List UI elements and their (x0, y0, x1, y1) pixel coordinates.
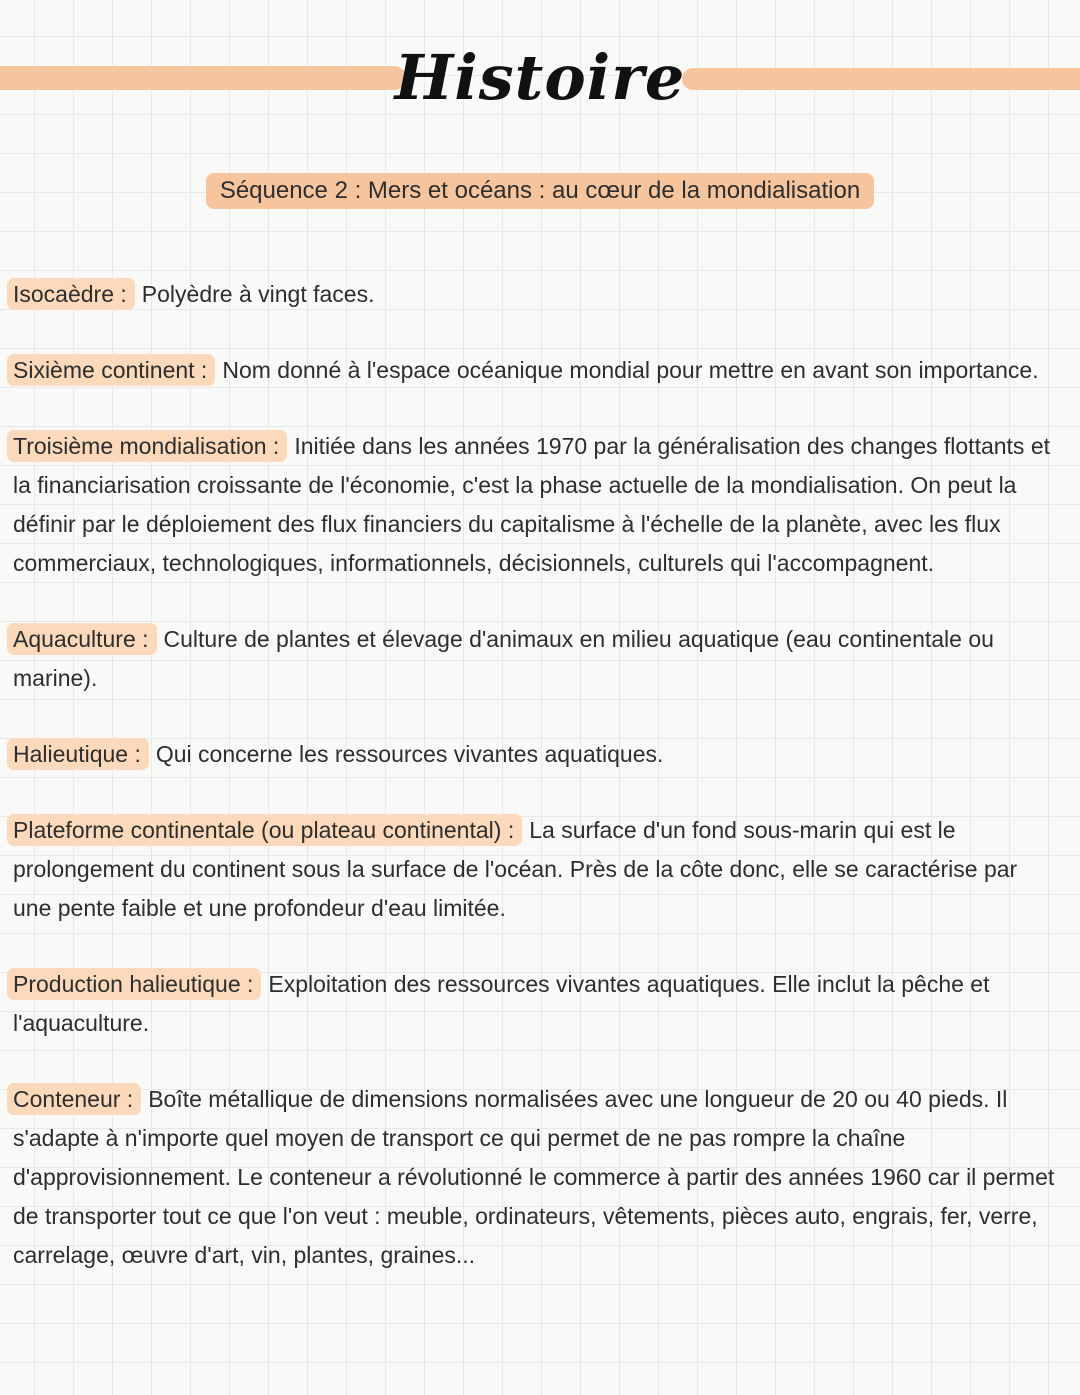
definition-term: Troisième mondialisation : (7, 430, 287, 462)
definition-text: Boîte métallique de dimensions normalisées avec une longueur de 20 ou 40 pieds. Il s'adapte à n'importe quel moyen de transport ce qui permet de ne pas rompre la chaîne d'approvisionnement. Le conteneur a révolutionné le commerce à partir des années 1960 car il permet de transporter tout ce que l'on veut : meuble, ordinateurs, vêtements, pièces auto, engrais, fer, verre, carrelage, œuvre d'art, vin, plantes, graines... (13, 1086, 1055, 1268)
definition-text: Culture de plantes et élevage d'animaux en milieu aquatique (eau continentale ou marine). (13, 626, 994, 691)
definition-text: Nom donné à l'espace océanique mondial pour mettre en avant son importance. (222, 357, 1039, 383)
page-title: Histoire (394, 41, 686, 114)
definition-item (13, 351, 1058, 390)
definition-item (13, 620, 1058, 698)
definition-text: La surface d'un fond sous-marin qui est le prolongement du continent sous la surface de l'océan. Près de la côte donc, elle se caractérise par une pente faible et une profondeur d'eau limitée. (13, 817, 1018, 921)
section-subtitle: Séquence 2 : Mers et océans : au cœur de la mondialisation (206, 173, 874, 209)
definition-term: Plateforme continentale (ou plateau continental) : (7, 814, 522, 846)
definition-text: Exploitation des ressources vivantes aquatiques. Elle inclut la pêche et l'aquaculture. (13, 971, 990, 1036)
definition-item (13, 965, 1058, 1043)
subtitle-row (0, 173, 1080, 209)
definition-text: Polyèdre à vingt faces. (141, 281, 375, 307)
definition-item (13, 427, 1058, 583)
definition-item (13, 275, 1058, 314)
definition-item (13, 811, 1058, 928)
definition-term: Isocaèdre : (7, 278, 135, 310)
definition-term: Halieutique : (7, 738, 149, 770)
definition-term: Production halieutique : (7, 968, 261, 1000)
definitions-list (0, 275, 1080, 1275)
definition-text: Initiée dans les années 1970 par la généralisation des changes flottants et la financiarisation croissante de l'économie, c'est la phase actuelle de la mondialisation. On peut la définir par le déploiement des flux financiers du capitalisme à l'échelle de la planète, avec les flux commerciaux, technologiques, informationnels, décisionnels, culturels qui l'accompagnent. (13, 433, 1050, 576)
definition-item (13, 1080, 1058, 1275)
definition-term: Sixième continent : (7, 354, 215, 386)
definition-term: Aquaculture : (7, 623, 157, 655)
definition-text: Qui concerne les ressources vivantes aquatiques. (155, 741, 664, 767)
header (0, 0, 1080, 155)
definition-term: Conteneur : (7, 1083, 141, 1115)
definition-item (13, 735, 1058, 774)
